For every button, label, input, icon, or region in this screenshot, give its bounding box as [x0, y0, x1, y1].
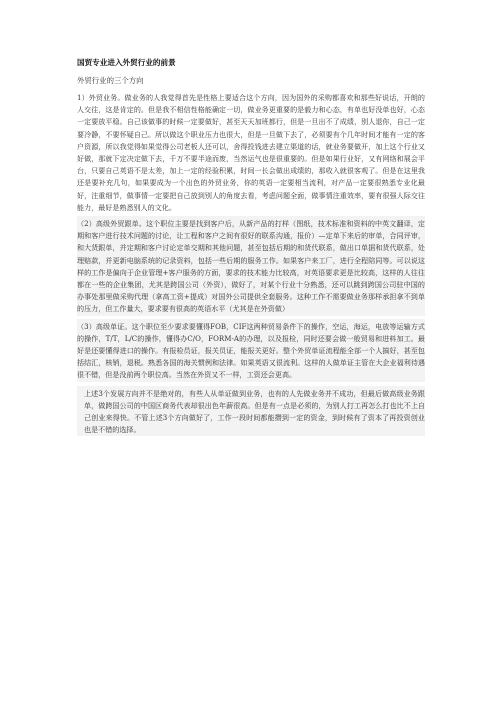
paragraph-senior-documentation: （3）高级单证。这个职位至少要求要懂得FOB，CIF这两种贸易条件下的操作，空运，海运，电放等运输方式的操作，T/T，L/C的操作，懂得办C/O，FORM-A的办理，以及报检，同时还要会做一般贸易和进料加工。最好是还要懂得进口的操作。有报检员证，报关员证，能报关更好。整个外贸单证流程能全部一个人搞好，甚至包括结汇，核销，退税。熟悉各国的海关惯例和法律。如果英语又很流利。这样的人做单证主管在大企业福利待遇很不错，但是没前两个职位高。当然在外资又不一样，工资还会更高。: [77, 319, 425, 382]
section-subtitle: 外贸行业的三个方向: [77, 76, 144, 85]
paragraph-senior-merchandiser: （2）高级外贸跟单。这个职位主要是找到客户后，从新产品的打样（图纸，技术标准和资料的中英文翻译，定期和客户进行技术问题的讨论，让工程和客户之间有很好的联系沟通，报价）—定单下来后的审单，合同评审，和大货跟单，并定期和客户讨论定单交期和其他问题，甚至包括后期的和货代联系，做出口单据和货代联系，处理赔款，并更新电脑系统的记录资料，包括一些后期的服务工作。如果客户来工厂，进行全程陪同等。可以说这样的工作是偏向于企业管理+客户服务的方面，要求的技术能力比较高，对英语要求更是比较高，这样的人往往都在一些的企业集团，尤其是跨国公司（外资），做好了，对某个行业十分熟悉，还可以跳到跨国公司驻中国的办事处那里做采购代理（拿高工资+提成）对国外公司提供全套服务。这种工作不需要做业务那样承担拿不到单的压力，但工作量大，要求要有很高的英语水平（尤其是在外资做）: [77, 216, 425, 316]
paragraph-summary: 上述3个发展方向并不是绝对的，有些人从单证做到业务，也有的人先做业务并不成功，但最后做高级业务跟单，做跨国公司的中国区商务代表却很出色年薪很高。但是有一点是必须的，为别人打工再怎么打也比不上自己创业来得快。不管上述3个方向做好了，工作一段时间都能攒到一定的资金，到时候有了资本了再投资创业也是不错的选择。: [77, 386, 425, 437]
paragraph-foreign-trade-sales: 1）外贸业务。做业务的人我觉得首先是性格上要适合这个方向，因为国外的采购都喜欢和那些好说话，开朗的人交往，这是肯定的。但是我不相信性格能确定一切，做业务更重要的是毅力和心态，有单也好没单也好，心态一定要放平稳。自己该做事的时候一定要做好，甚至天天加班都行，但是一旦出不了成绩，别人退你，自己一定要冷静，不要怀疑自己。所以做这个职业压力也很大，但是一旦做下去了，必须要有个几年时间才能有一定的客户资源，所以我觉得如果觉得公司老板人还可以，舍得投钱进去建立渠道的话，就业务要做开，加上这个行业又好做，那就下定决定做下去，千万不要半途而废，当然运气也是很重要的。但是如果行业好，又有网络和展会平台，只要自己英语不是太差，加上一定的经验积累，时间一长会做出成绩的，那收入就很客观了。但是在这里我还是要补充几句，如果要成为一个出色的外贸业务，你的英语一定要相当流利，对产品一定要很熟悉专业化最好，注重细节，做事情一定要把自己放到别人的角度去看，考虑问题全面，做事情注重效率，要有很强人际交往能力，最好是熟悉别人的文化。: [77, 93, 425, 212]
document-title: 国贸专业进入外贸行业的前景: [77, 58, 176, 67]
document-page: [77, 58, 425, 436]
